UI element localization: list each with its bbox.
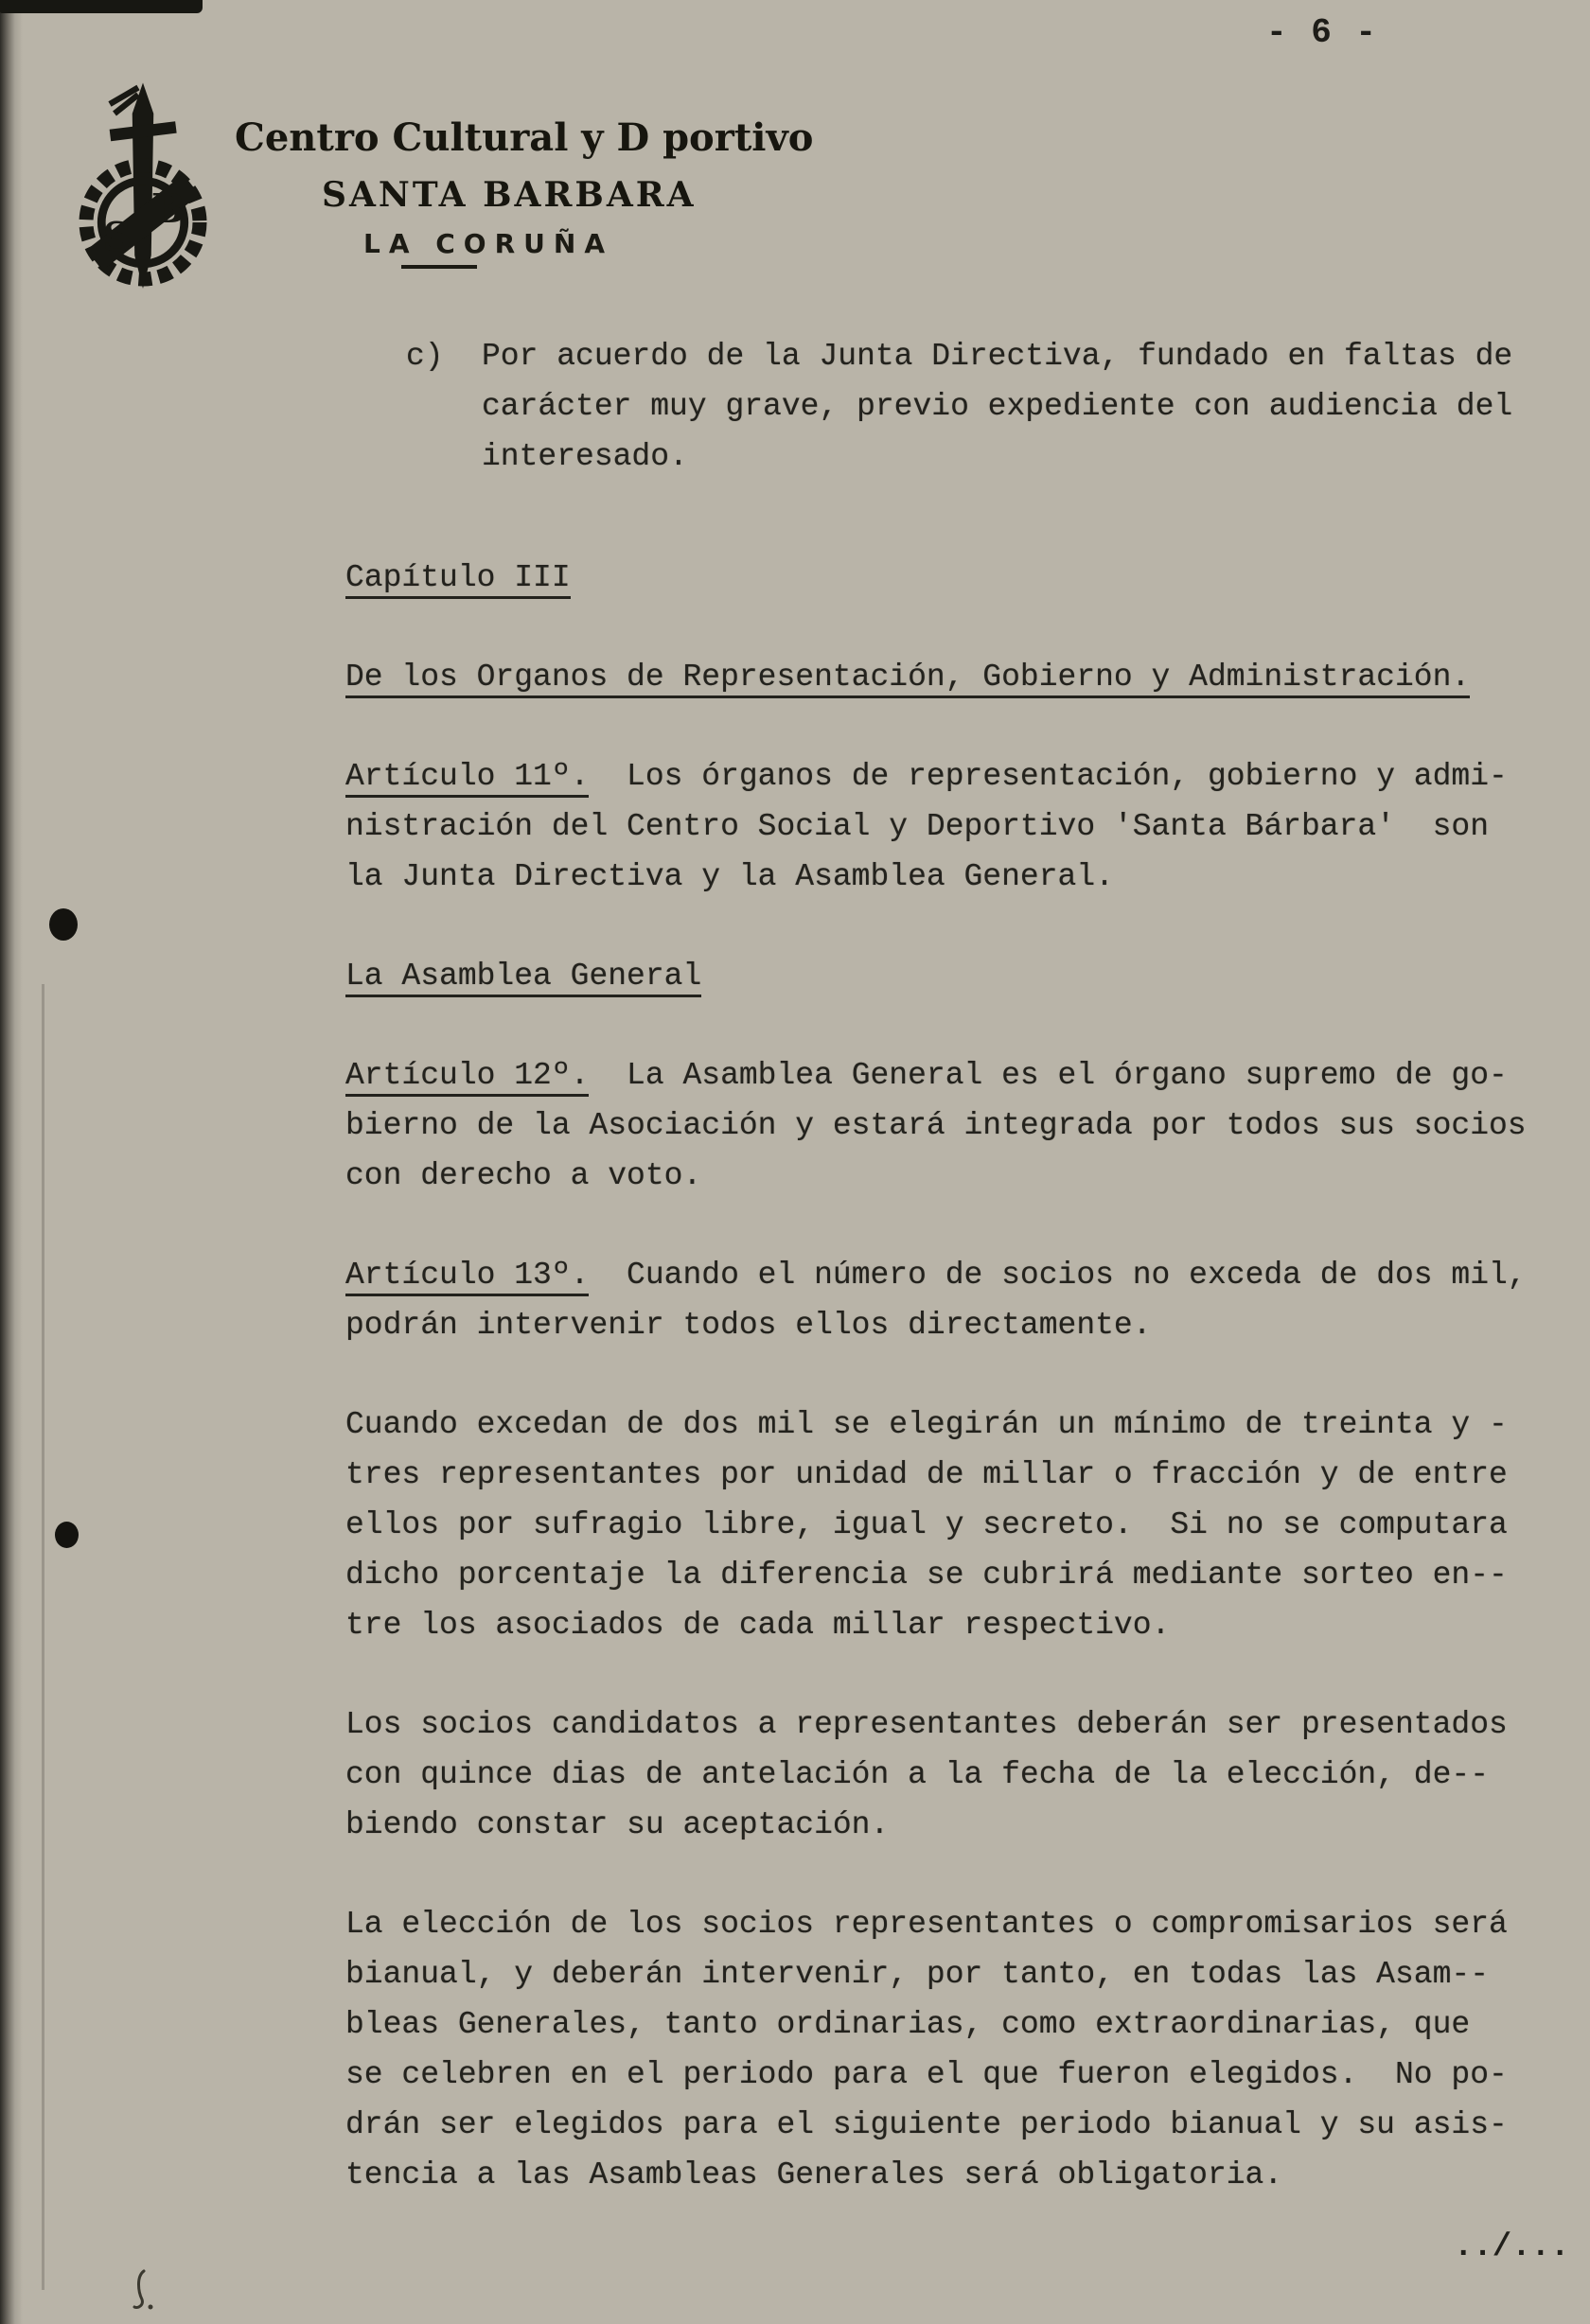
paragraph (345, 1400, 1576, 1650)
paragraph (345, 1699, 1576, 1850)
article-11-label: Artículo 11º. (345, 759, 589, 798)
paragraph (345, 1899, 1576, 2200)
text-line: con quince dias de antelación a la fecha de la elección, de-- (345, 1757, 1489, 1792)
underline-mark (401, 265, 477, 269)
text-line: dicho porcentaje la diferencia se cubrirá mediante sorteo en-- (345, 1558, 1508, 1593)
article-12-label: Artículo 12º. (345, 1058, 589, 1097)
article-13-paragraph (345, 1250, 1576, 1350)
article-11-paragraph (345, 751, 1576, 902)
chapter-heading: Capítulo III (345, 560, 571, 599)
article-13-label: Artículo 13º. (345, 1258, 589, 1296)
chapter-heading-block (345, 553, 1576, 603)
text-line: tre los asociados de cada millar respectivo. (345, 1608, 1171, 1643)
svg-text:S: S (102, 214, 132, 261)
subsection-heading: La Asamblea General (345, 959, 701, 997)
document-body (345, 331, 1576, 2249)
continuation-mark: ../... (1454, 2229, 1570, 2265)
text-line (345, 751, 1576, 801)
text-line: ellos por sufragio libre, igual y secreto. Si no se computara (345, 1507, 1508, 1542)
clause-c (345, 331, 1576, 482)
letterhead (235, 115, 813, 269)
text-line (345, 1050, 1576, 1100)
org-name-secondary: SANTA BARBARA (322, 175, 697, 215)
article-12-text: La Asamblea General es el órgano supremo de go- (589, 1058, 1508, 1093)
article-11-text: Los órganos de representación, gobierno y admi- (589, 759, 1508, 794)
subsection-heading-block (345, 951, 1576, 1001)
page-number: - 6 - (1266, 13, 1379, 52)
text-line (345, 1250, 1576, 1300)
text-line: se celebren en el periodo para el que fueron elegidos. No po- (345, 2057, 1508, 2092)
text-line: tencia a las Asambleas Generales será obligatoria. (345, 2157, 1283, 2192)
org-logo-icon (72, 79, 214, 318)
text-line: La elección de los socios representantes o compromisarios será (345, 1907, 1508, 1942)
scan-edge-left (0, 0, 23, 2324)
org-name: Centro Cultural y D portivo (235, 115, 814, 160)
text-line: podrán intervenir todos ellos directamente. (345, 1308, 1152, 1343)
text-line: la Junta Directiva y la Asamblea General. (345, 859, 1114, 894)
text-line: Por acuerdo de la Junta Directiva, fundado en faltas de (482, 339, 1513, 374)
section-heading-block (345, 652, 1576, 702)
article-13-text: Cuando el número de socios no exceda de dos mil, (589, 1258, 1527, 1293)
text-line: con derecho a voto. (345, 1158, 702, 1193)
clause-label: c) (406, 339, 444, 374)
text-line: carácter muy grave, previo expediente con audiencia del (482, 389, 1513, 424)
text-line: Los socios candidatos a representantes deberán ser presentados (345, 1707, 1508, 1742)
text-line: tres representantes por unidad de millar o fracción y de entre (345, 1457, 1508, 1492)
text-line: interesado. (482, 439, 688, 474)
org-city: LA CORUÑA (363, 228, 614, 259)
scan-streak (42, 984, 44, 2290)
text-line: Cuando excedan de dos mil se elegirán un mínimo de treinta y - (345, 1407, 1508, 1442)
text-line: bleas Generales, tanto ordinarias, como extraordinarias, que (345, 2007, 1471, 2042)
text-line: nistración del Centro Social y Deportivo 'Santa Bárbara' son (345, 809, 1489, 844)
text-line: bierno de la Asociación y estará integrada por todos sus socios (345, 1108, 1527, 1143)
svg-text:B: B (150, 185, 186, 233)
pen-mark (125, 2267, 159, 2317)
text-line: bianual, y deberán intervenir, por tanto, en todas las Asam-- (345, 1957, 1489, 1992)
ink-dot (55, 1522, 79, 1548)
scan-artifact-top-left (0, 0, 203, 13)
section-heading: De los Organos de Representación, Gobierno y Administración. (345, 660, 1470, 698)
ink-dot (49, 908, 78, 941)
text-line: drán ser elegidos para el siguiente periodo bianual y su asis- (345, 2107, 1508, 2142)
article-12-paragraph (345, 1050, 1576, 1201)
text-line: biendo constar su aceptación. (345, 1807, 890, 1842)
